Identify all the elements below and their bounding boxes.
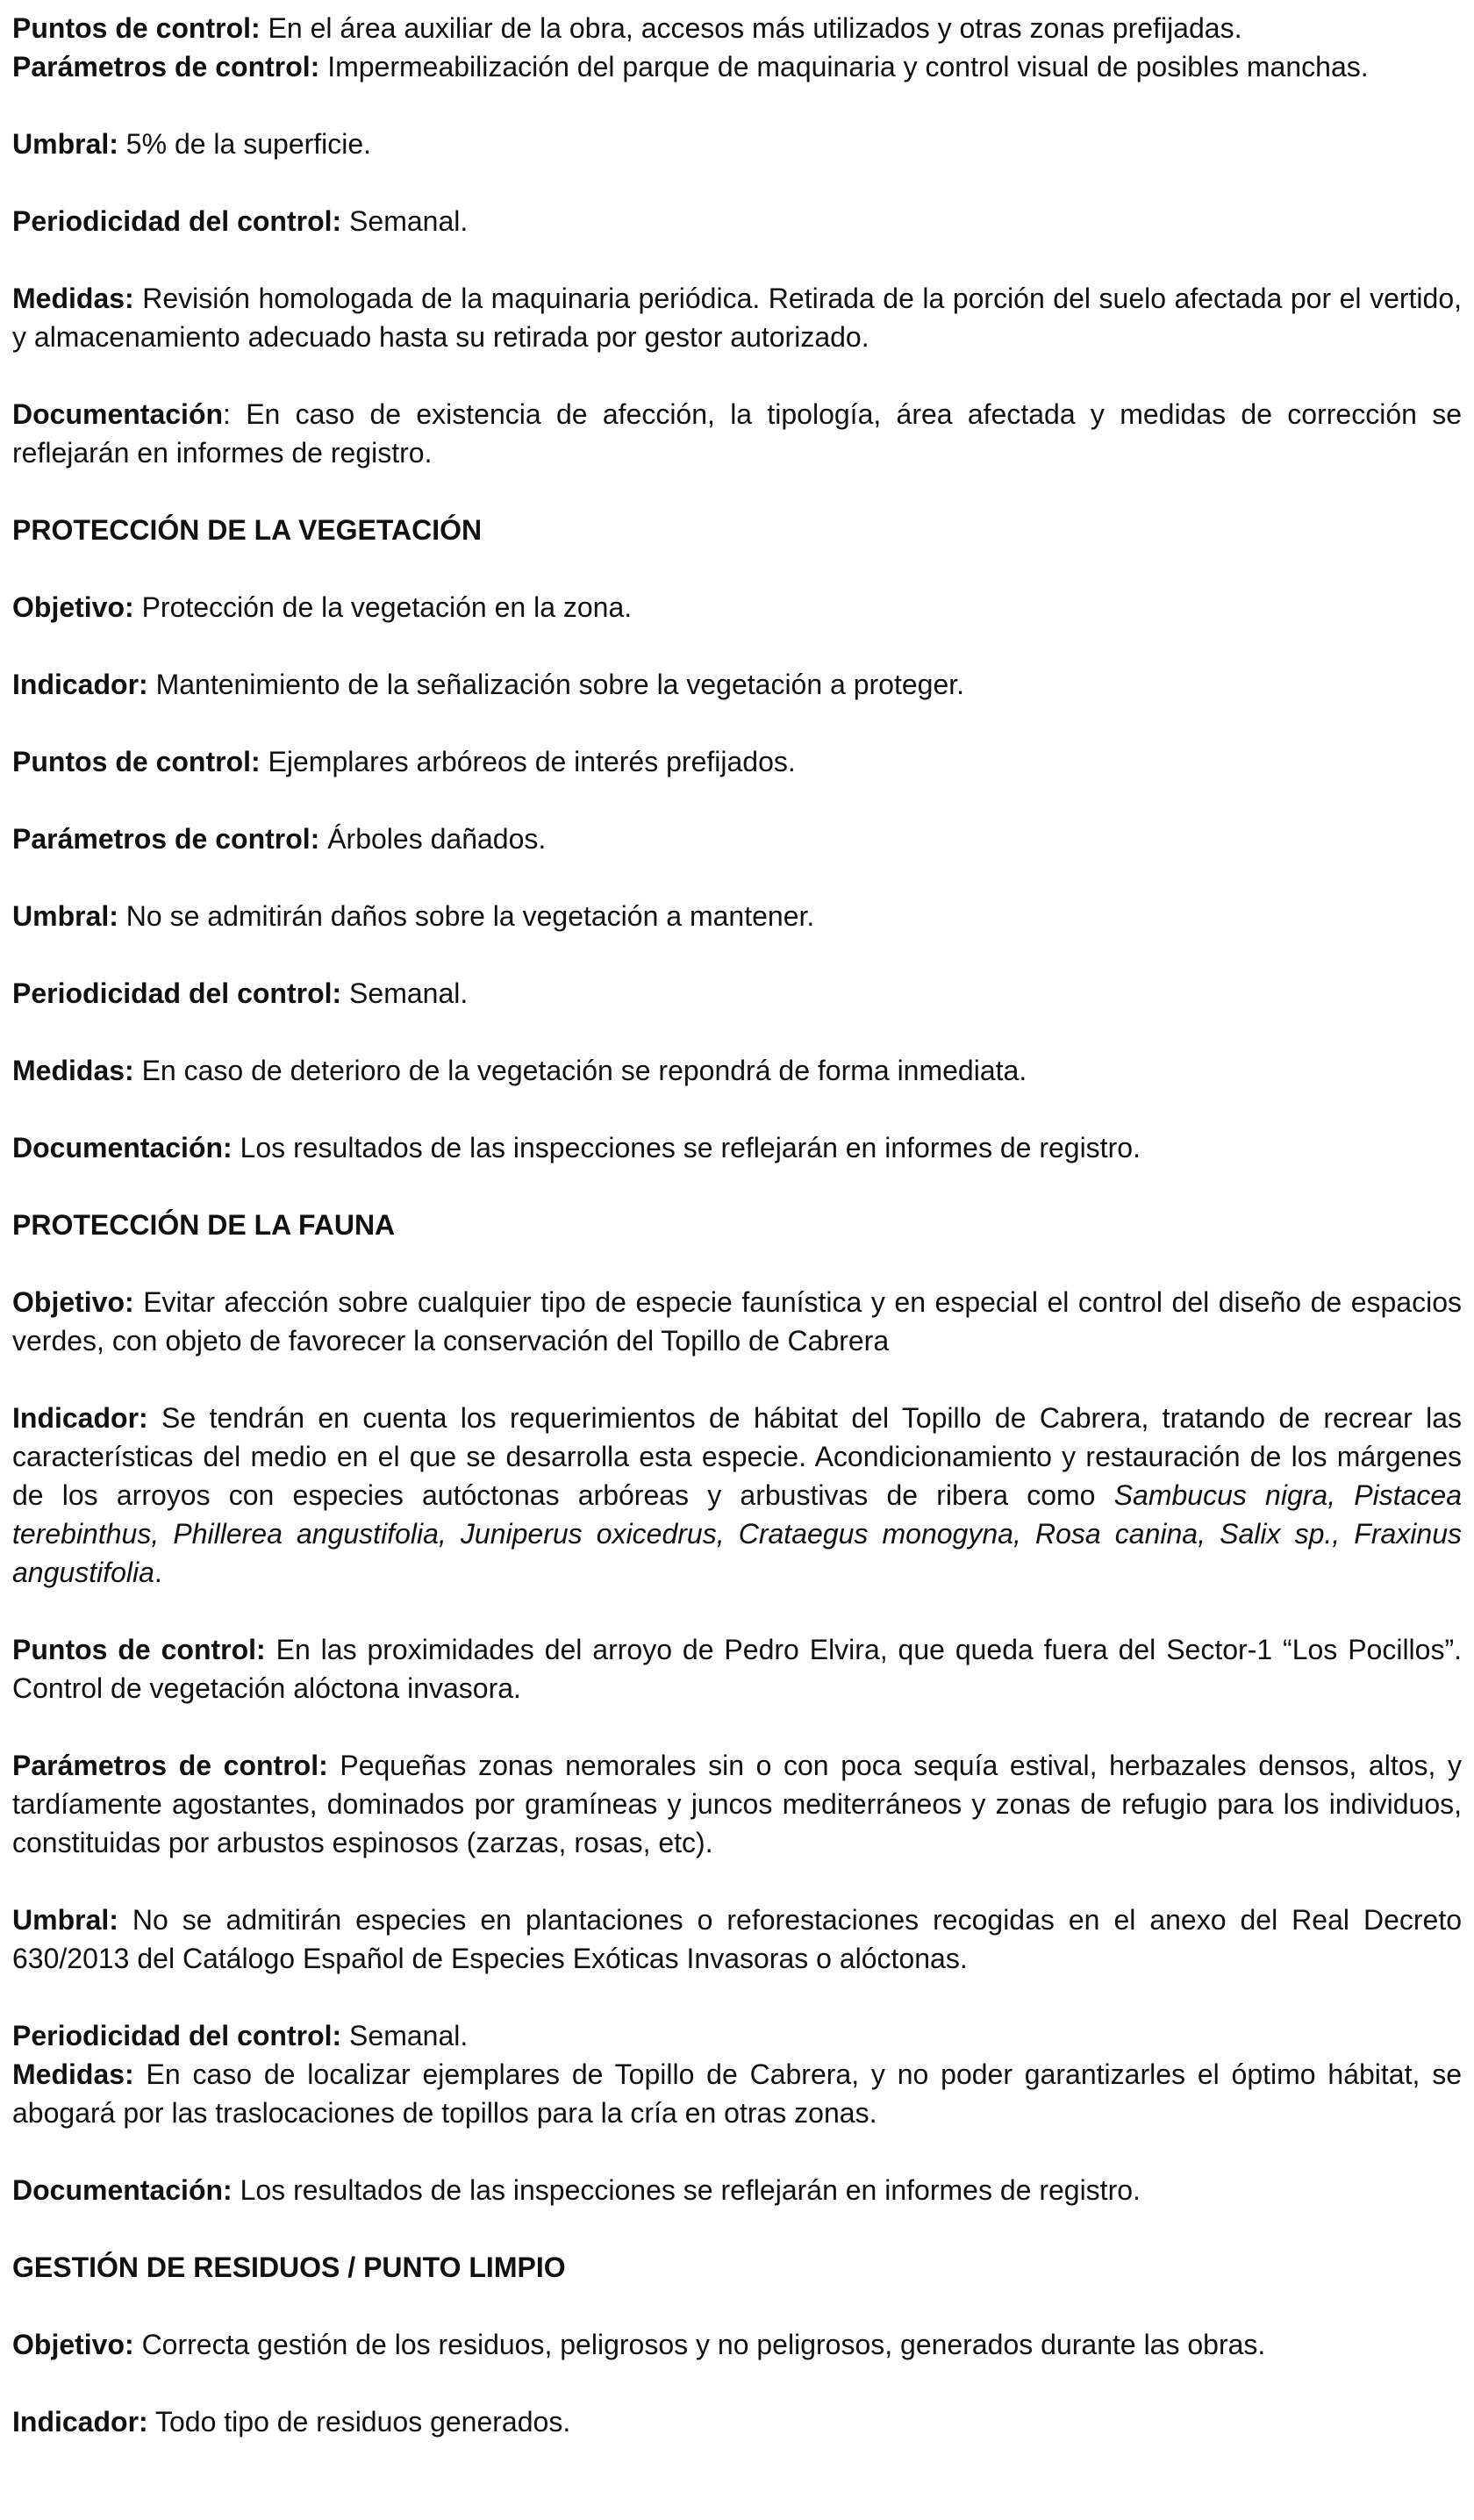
section-heading-vegetacion: PROTECCIÓN DE LA VEGETACIÓN [12, 514, 483, 546]
paragraph-label: Umbral: [12, 1904, 118, 1936]
paragraph-text: Mantenimiento de la señalización sobre la vegetación a proteger. [147, 669, 965, 700]
paragraph-text: Semanal. [341, 977, 469, 1009]
paragraph-puntos-control-3 [12, 1630, 1462, 1707]
paragraph-text: Los resultados de las inspecciones se reflejarán en informes de registro. [232, 2174, 1141, 2206]
paragraph-parametros-control-2 [12, 820, 1462, 858]
paragraph-text: 5% de la superficie. [118, 128, 372, 160]
paragraph-text: No se admitirán especies en plantaciones o reforestaciones recogidas en el anexo del Real Decreto 630/2013 del Catálogo Español de Especies Exóticas Invasoras o alóctonas. [12, 1904, 1462, 1974]
paragraph-documentacion-1 [12, 395, 1462, 472]
paragraph-periodicidad-2 [12, 974, 1462, 1013]
paragraph-label: Periodicidad del control: [12, 205, 342, 237]
paragraph-text: : En caso de existencia de afección, la tipología, área afectada y medidas de corrección se reflejarán en informes de registro. [12, 398, 1462, 469]
paragraph-label: Medidas: [12, 1055, 134, 1086]
paragraph-label: Puntos de control: [12, 1634, 266, 1665]
paragraph-label: Parámetros de control: [12, 823, 320, 855]
paragraph-label: Documentación [12, 398, 224, 430]
paragraph-umbral-2 [12, 897, 1462, 935]
paragraph-objetivo-4 [12, 2325, 1462, 2364]
paragraph-text: Revisión homologada de la maquinaria periódica. Retirada de la porción del suelo afectada por el vertido, y almacenamiento adecuado hasta su retirada por gestor autorizado. [12, 283, 1462, 353]
paragraph-documentacion-2 [12, 1128, 1462, 1167]
paragraph-medidas-2 [12, 1051, 1462, 1090]
paragraph-text: Los resultados de las inspecciones se reflejarán en informes de registro. [232, 1132, 1141, 1163]
paragraph-umbral-3 [12, 1901, 1462, 1978]
paragraph-puntos-control-1 [12, 9, 1462, 47]
paragraph-label: Parámetros de control: [12, 1750, 328, 1781]
paragraph-indicador-4 [12, 2402, 1462, 2441]
paragraph-label: Indicador: [12, 2406, 148, 2438]
paragraph-medidas-3 [12, 2055, 1462, 2132]
paragraph-text: Pequeñas zonas nemorales sin o con poca sequía estival, herbazales densos, altos, y tardíamente agostantes, dominados por gramíneas y juncos mediterráneos y zonas de refugio para los individuos, constituidas por arbustos espinosos (zarzas, rosas, etc). [12, 1750, 1463, 1858]
paragraph-text: Protección de la vegetación en la zona. [133, 591, 633, 623]
paragraph-text: Semanal. [341, 205, 469, 237]
paragraph-text: Impermeabilización del parque de maquinaria y control visual de posibles manchas. [319, 51, 1369, 82]
paragraph-text: Semanal. [341, 2020, 469, 2051]
paragraph-puntos-control-2 [12, 742, 1462, 781]
paragraph-periodicidad-3 [12, 2016, 1462, 2055]
paragraph-indicador-2 [12, 665, 1462, 704]
paragraph-label: Periodicidad del control: [12, 977, 342, 1009]
paragraph-text: En las proximidades del arroyo de Pedro Elvira, que queda fuera del Sector-1 “Los Pocillos”. Control de vegetación alóctona invasora. [12, 1634, 1463, 1704]
section-heading-fauna: PROTECCIÓN DE LA FAUNA [12, 1209, 396, 1241]
paragraph-text: Correcta gestión de los residuos, peligrosos y no peligrosos, generados durante las obras. [133, 2329, 1266, 2360]
paragraph-medidas-1 [12, 279, 1462, 356]
paragraph-label: Objetivo: [12, 1286, 134, 1318]
paragraph-label: Parámetros de control: [12, 51, 320, 82]
paragraph-text: En el área auxiliar de la obra, accesos más utilizados y otras zonas prefijadas. [260, 12, 1242, 44]
paragraph-text: No se admitirán daños sobre la vegetación a mantener. [118, 900, 815, 932]
paragraph-text: Se tendrán en cuenta los requerimientos de hábitat del Topillo de Cabrera, tratando de recrear las características del medio en el que se desarrolla esta especie. Acondicionamiento y restauración de los márgenes de los arroyos con especies autóctonas arbóreas y arbustivas de ribera como [12, 1402, 1462, 1511]
paragraph-label: Objetivo: [12, 591, 134, 623]
paragraph-umbral-1 [12, 125, 1462, 163]
paragraph-text: Evitar afección sobre cualquier tipo de especie faunística y en especial el control del diseño de espacios verdes, con objeto de favorecer la conservación del Topillo de Cabrera [12, 1286, 1462, 1357]
paragraph-parametros-control-3 [12, 1746, 1462, 1862]
paragraph-indicador-3 [12, 1399, 1462, 1592]
paragraph-text-tail: . [154, 1557, 162, 1588]
paragraph-periodicidad-1 [12, 202, 1462, 240]
paragraph-objetivo-2 [12, 588, 1462, 626]
paragraph-label: Objetivo: [12, 2329, 134, 2360]
paragraph-text: En caso de deterioro de la vegetación se repondrá de forma inmediata. [133, 1055, 1027, 1086]
paragraph-label: Puntos de control: [12, 746, 261, 777]
paragraph-label: Documentación: [12, 2174, 233, 2206]
document-page [12, 0, 1462, 2480]
paragraph-label: Indicador: [12, 669, 148, 700]
paragraph-documentacion-3 [12, 2171, 1462, 2209]
paragraph-label: Umbral: [12, 128, 118, 160]
paragraph-label: Indicador: [12, 1402, 148, 1434]
paragraph-label: Medidas: [12, 2058, 134, 2090]
paragraph-text: Árboles dañados. [319, 823, 547, 855]
species-list: Sambucus nigra, Pistacea terebinthus, Phillerea angustifolia, Juniperus oxicedrus, Crataegus monogyna, Rosa canina, Salix sp., Fraxinus angustifolia [12, 1479, 1463, 1588]
paragraph-label: Medidas: [12, 283, 134, 314]
paragraph-label: Documentación: [12, 1132, 233, 1163]
paragraph-label: Umbral: [12, 900, 118, 932]
paragraph-objetivo-3 [12, 1283, 1462, 1360]
paragraph-text: Ejemplares arbóreos de interés prefijados. [260, 746, 796, 777]
paragraph-label: Periodicidad del control: [12, 2020, 342, 2051]
paragraph-text: Todo tipo de residuos generados. [147, 2406, 571, 2438]
paragraph-parametros-control-1 [12, 47, 1462, 86]
paragraph-text: En caso de localizar ejemplares de Topillo de Cabrera, y no poder garantizarles el óptimo hábitat, se abogará por las traslocaciones de topillos para la cría en otras zonas. [12, 2058, 1462, 2129]
paragraph-label: Puntos de control: [12, 12, 261, 44]
section-heading-residuos: GESTIÓN DE RESIDUOS / PUNTO LIMPIO [12, 2252, 566, 2283]
